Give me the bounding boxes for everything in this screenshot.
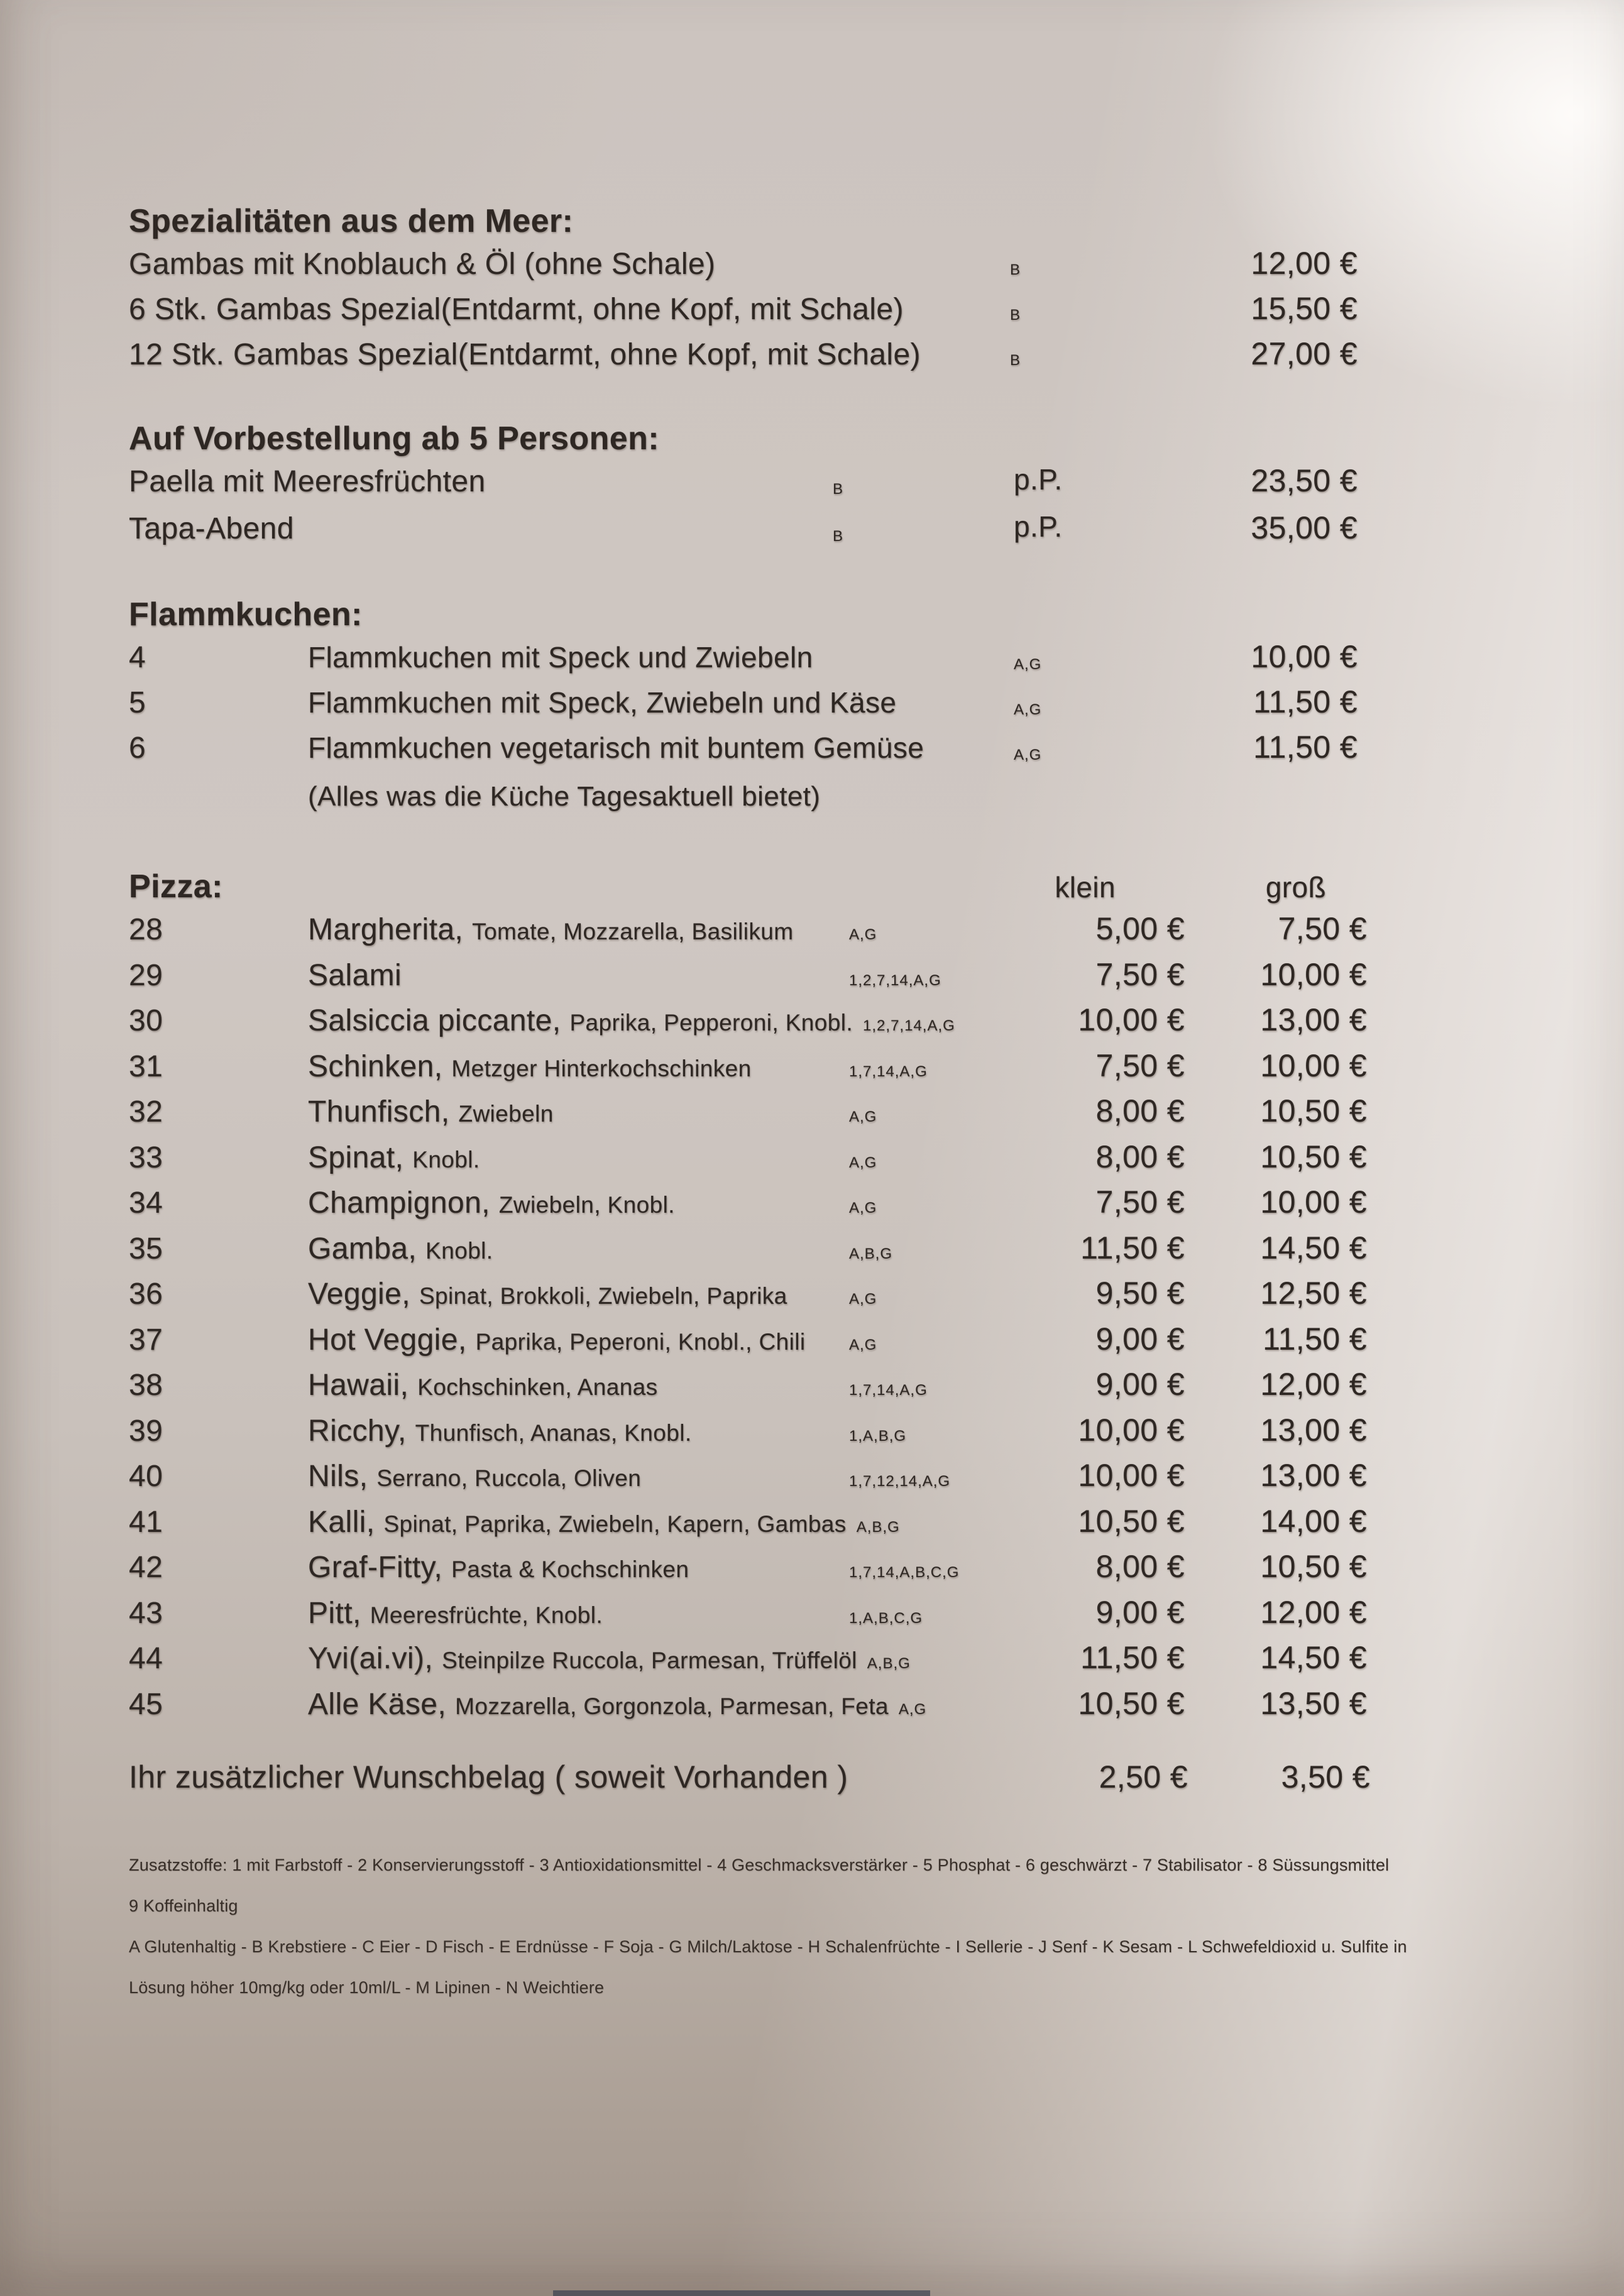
pizza-row	[129, 1230, 1370, 1276]
allergen-codes: B	[833, 528, 844, 545]
price-small: 10,00 €	[1078, 1458, 1185, 1493]
price-large: 10,00 €	[1260, 956, 1367, 992]
pizza-row	[129, 1321, 1370, 1367]
price-large: 13,00 €	[1260, 1002, 1367, 1037]
price-large: 7,50 €	[1278, 911, 1367, 946]
pizza-name: Ricchy,	[308, 1414, 407, 1448]
section-seafood	[129, 198, 1370, 381]
pizza-description: Meeresfrüchte, Knobl.	[370, 1602, 603, 1628]
pizza-description: Thunfisch, Ananas, Knobl.	[415, 1419, 692, 1446]
section-title: Spezialitäten aus dem Meer:	[129, 203, 574, 239]
pizza-number: 43	[129, 1596, 163, 1630]
allergen-codes: A,G	[849, 1154, 877, 1171]
price-small: 2,50 €	[1099, 1759, 1188, 1795]
price-small: 11,50 €	[1080, 1230, 1185, 1266]
price-large: 10,50 €	[1260, 1139, 1367, 1174]
menu-item-row	[129, 290, 1370, 336]
pizza-number: 33	[129, 1140, 163, 1174]
pizza-number: 36	[129, 1277, 163, 1311]
menu-item-row	[129, 638, 1370, 684]
item-price: 10,00 €	[1251, 639, 1358, 674]
pizza-number: 31	[129, 1049, 163, 1083]
item-name: 12 Stk. Gambas Spezial(Entdarmt, ohne Kopf, mit Schale)	[129, 338, 921, 371]
allergen-codes: 1,A,B,G	[849, 1427, 907, 1445]
pizza-number: 42	[129, 1551, 163, 1584]
menu-item-row	[129, 245, 1370, 290]
price-large: 14,50 €	[1260, 1230, 1367, 1266]
size-column-large: groß	[1265, 871, 1326, 904]
pizza-number: 35	[129, 1232, 163, 1266]
menu-page	[129, 198, 1407, 2008]
pizza-description: Knobl.	[412, 1146, 480, 1173]
section-items	[129, 245, 1370, 381]
pizza-number: 40	[129, 1460, 163, 1493]
pizza-name: Thunfisch,	[308, 1095, 450, 1129]
price-large: 10,50 €	[1260, 1093, 1367, 1129]
footnote-line: 9 Koffeinhaltig	[129, 1896, 238, 1915]
size-column-small: klein	[1055, 871, 1116, 904]
price-small: 10,00 €	[1078, 1002, 1185, 1037]
price-small: 9,50 €	[1095, 1276, 1185, 1311]
section-items	[129, 638, 1370, 774]
pizza-row	[129, 1275, 1370, 1321]
allergen-codes: 1,7,14,A,B,C,G	[849, 1564, 960, 1581]
pizza-description: Pasta & Kochschinken	[451, 1556, 689, 1582]
pizza-number: 29	[129, 958, 163, 992]
price-small: 8,00 €	[1095, 1549, 1185, 1584]
item-price: 35,00 €	[1251, 510, 1358, 545]
pizza-row	[129, 910, 1370, 956]
item-number: 4	[129, 641, 146, 674]
menu-item-row	[129, 510, 1370, 557]
item-price: 12,00 €	[1251, 246, 1358, 281]
price-small: 10,50 €	[1078, 1685, 1185, 1721]
pizza-description: Zwiebeln	[458, 1101, 554, 1127]
price-large: 10,00 €	[1260, 1047, 1367, 1083]
allergen-codes: A,G	[898, 1700, 927, 1718]
section-gap	[129, 557, 1370, 591]
price-small: 9,00 €	[1095, 1594, 1185, 1630]
pizza-description: Zwiebeln, Knobl.	[498, 1192, 675, 1218]
allergen-codes: A,G	[849, 926, 877, 943]
pizza-description: Paprika, Pepperoni, Knobl.	[569, 1010, 853, 1036]
menu-item-row	[129, 729, 1370, 774]
pizza-description: Mozzarella, Gorgonzola, Parmesan, Feta	[455, 1693, 889, 1719]
pizza-number: 34	[129, 1186, 163, 1220]
item-price: 23,50 €	[1251, 463, 1358, 498]
price-small: 9,00 €	[1095, 1367, 1185, 1402]
pizza-name: Gamba,	[308, 1232, 417, 1266]
pizza-name: Veggie,	[308, 1277, 410, 1311]
price-large: 10,00 €	[1260, 1184, 1367, 1220]
pizza-name: Yvi(ai.vi),	[308, 1642, 434, 1675]
pizza-row	[129, 1412, 1370, 1458]
pizza-header-row	[129, 863, 1370, 910]
allergen-codes: 1,2,7,14,A,G	[863, 1017, 955, 1034]
menu-item-row	[129, 684, 1370, 729]
pizza-name: Hawaii,	[308, 1369, 409, 1402]
allergen-codes: 1,7,14,A,G	[849, 1063, 928, 1080]
pizza-name: Salsiccia piccante,	[308, 1004, 561, 1037]
allergen-codes: A,B,G	[867, 1655, 911, 1672]
menu-item-row	[129, 336, 1370, 381]
pizza-name: Salami	[308, 958, 402, 992]
price-small: 7,50 €	[1095, 956, 1185, 992]
footnote-line: Zusatzstoffe: 1 mit Farbstoff - 2 Konservierungsstoff - 3 Antioxidationsmittel - 4 Geschmacksverstärker - 5 Phosphat - 6 geschwärzt - 7 Stabilisator - 8 Süssungsmittel	[129, 1856, 1390, 1874]
pizza-row	[129, 1503, 1370, 1549]
footnote-line: Lösung höher 10mg/kg oder 10ml/L - M Lipinen - N Weichtiere	[129, 1978, 605, 1997]
pizza-name: Pitt,	[308, 1596, 361, 1630]
section-pizza	[129, 863, 1370, 1730]
item-name: Flammkuchen mit Speck und Zwiebeln	[308, 641, 813, 674]
section-flammkuchen	[129, 591, 1370, 819]
pizza-description: Paprika, Peperoni, Knobl., Chili	[475, 1328, 806, 1355]
allergen-codes: A,G	[1014, 701, 1042, 718]
item-number: 5	[129, 686, 146, 719]
item-price: 11,50 €	[1253, 684, 1358, 719]
pizza-row	[129, 1594, 1370, 1640]
item-price: 11,50 €	[1253, 730, 1358, 765]
pizza-items	[129, 910, 1370, 1730]
allergen-codes: 1,2,7,14,A,G	[849, 971, 941, 989]
price-small: 5,00 €	[1095, 911, 1185, 946]
pizza-description: Kochschinken, Ananas	[417, 1374, 658, 1400]
allergen-codes: A,B,G	[849, 1245, 893, 1262]
allergen-codes: 1,7,12,14,A,G	[849, 1473, 951, 1490]
pizza-row	[129, 1685, 1370, 1731]
item-name: Flammkuchen mit Speck, Zwiebeln und Käse	[308, 686, 897, 719]
allergen-codes: B	[833, 481, 844, 498]
footnote-line: A Glutenhaltig - B Krebstiere - C Eier - D Fisch - E Erdnüsse - F Soja - G Milch/Laktose - H Schalenfrüchte - I Sellerie - J Senf - K Sesam - L Schwefeldioxid u. Sulfite in	[129, 1937, 1407, 1956]
pizza-description: Spinat, Paprika, Zwiebeln, Kapern, Gambas	[383, 1511, 847, 1537]
pizza-row	[129, 1184, 1370, 1230]
pizza-description: Tomate, Mozzarella, Basilikum	[472, 919, 794, 944]
price-small: 7,50 €	[1095, 1047, 1185, 1083]
price-large: 12,00 €	[1260, 1367, 1367, 1402]
price-large: 11,50 €	[1263, 1321, 1367, 1357]
price-large: 12,50 €	[1260, 1276, 1367, 1311]
price-large: 3,50 €	[1281, 1759, 1370, 1795]
pizza-row	[129, 1639, 1370, 1685]
pizza-number: 37	[129, 1323, 163, 1357]
allergen-codes: B	[1010, 261, 1021, 278]
price-large: 12,00 €	[1260, 1594, 1367, 1630]
pizza-row	[129, 1139, 1370, 1184]
pizza-name: Hot Veggie,	[308, 1323, 467, 1357]
pizza-name: Spinat,	[308, 1140, 404, 1174]
pizza-row	[129, 1002, 1370, 1047]
pizza-number: 28	[129, 913, 163, 946]
pizza-description: Metzger Hinterkochschinken	[451, 1055, 752, 1081]
allergen-codes: A,G	[849, 1200, 877, 1216]
section-preorder	[129, 415, 1370, 557]
extra-topping-row	[129, 1759, 1370, 1804]
section-items	[129, 462, 1370, 557]
kitchen-note: (Alles was die Küche Tagesaktuell bietet)	[308, 781, 821, 812]
pizza-name: Schinken,	[308, 1049, 443, 1083]
per-person-label: p.P.	[1014, 510, 1063, 543]
pizza-name: Alle Käse,	[308, 1687, 447, 1721]
pizza-number: 39	[129, 1414, 163, 1448]
price-large: 13,00 €	[1260, 1412, 1367, 1448]
pizza-description: Spinat, Brokkoli, Zwiebeln, Paprika	[419, 1283, 787, 1309]
footnotes	[129, 1845, 1407, 2008]
allergen-codes: A,G	[849, 1291, 877, 1308]
pizza-number: 44	[129, 1642, 163, 1675]
price-large: 10,50 €	[1260, 1549, 1367, 1584]
price-small: 8,00 €	[1095, 1139, 1185, 1174]
price-small: 10,00 €	[1078, 1412, 1185, 1448]
pizza-row	[129, 1366, 1370, 1412]
allergen-codes: 1,7,14,A,G	[849, 1382, 928, 1399]
pizza-name: Kalli,	[308, 1505, 375, 1539]
item-price: 27,00 €	[1251, 336, 1358, 371]
section-gap	[129, 819, 1370, 863]
item-price: 15,50 €	[1251, 291, 1358, 326]
allergen-codes: B	[1010, 307, 1021, 324]
pizza-name: Nils,	[308, 1460, 368, 1493]
pizza-description: Knobl.	[425, 1237, 493, 1264]
allergen-codes: A,G	[1014, 656, 1042, 673]
pizza-number: 30	[129, 1004, 163, 1037]
allergen-codes: A,B,G	[856, 1518, 900, 1536]
section-gap	[129, 381, 1370, 415]
price-large: 13,00 €	[1260, 1458, 1367, 1493]
item-name: 6 Stk. Gambas Spezial(Entdarmt, ohne Kopf, mit Schale)	[129, 293, 904, 326]
pizza-number: 41	[129, 1505, 163, 1539]
section-title: Flammkuchen:	[129, 596, 363, 633]
menu-item-row	[129, 462, 1370, 510]
allergen-codes: A,G	[1014, 746, 1042, 763]
section-title: Auf Vorbestellung ab 5 Personen:	[129, 420, 659, 457]
item-name: Tapa-Abend	[129, 512, 294, 545]
section-gap	[129, 1730, 1370, 1759]
pizza-row	[129, 1093, 1370, 1139]
pizza-name: Graf-Fitty,	[308, 1551, 443, 1584]
section-gap	[129, 1804, 1370, 1845]
pizza-row	[129, 1047, 1370, 1093]
price-small: 11,50 €	[1080, 1640, 1185, 1675]
price-small: 9,00 €	[1095, 1321, 1185, 1357]
pizza-row	[129, 1457, 1370, 1503]
extra-topping-label: Ihr zusätzlicher Wunschbelag ( soweit Vorhanden )	[129, 1759, 848, 1795]
pizza-description: Serrano, Ruccola, Oliven	[376, 1465, 642, 1491]
pizza-description: Steinpilze Ruccola, Parmesan, Trüffelöl	[442, 1648, 857, 1673]
pizza-number: 45	[129, 1687, 163, 1721]
item-name: Flammkuchen vegetarisch mit buntem Gemüse	[308, 731, 924, 764]
price-large: 13,50 €	[1260, 1685, 1367, 1721]
price-large: 14,00 €	[1260, 1503, 1367, 1539]
pizza-number: 32	[129, 1095, 163, 1129]
item-name: Paella mit Meeresfrüchten	[129, 465, 486, 498]
pizza-number: 38	[129, 1369, 163, 1402]
allergen-codes: 1,A,B,C,G	[849, 1609, 923, 1627]
pizza-name: Champignon,	[308, 1186, 490, 1220]
allergen-codes: B	[1010, 352, 1021, 369]
pizza-name: Margherita,	[308, 913, 464, 946]
price-small: 10,50 €	[1078, 1503, 1185, 1539]
allergen-codes: A,G	[849, 1108, 877, 1125]
price-large: 14,50 €	[1260, 1640, 1367, 1675]
allergen-codes: A,G	[849, 1336, 877, 1353]
section-title: Pizza:	[129, 868, 223, 905]
pizza-row	[129, 1548, 1370, 1594]
price-small: 8,00 €	[1095, 1093, 1185, 1129]
item-number: 6	[129, 731, 146, 765]
price-small: 7,50 €	[1095, 1184, 1185, 1220]
per-person-label: p.P.	[1014, 463, 1063, 496]
item-name: Gambas mit Knoblauch & Öl (ohne Schale)	[129, 248, 716, 281]
pizza-row	[129, 956, 1370, 1002]
